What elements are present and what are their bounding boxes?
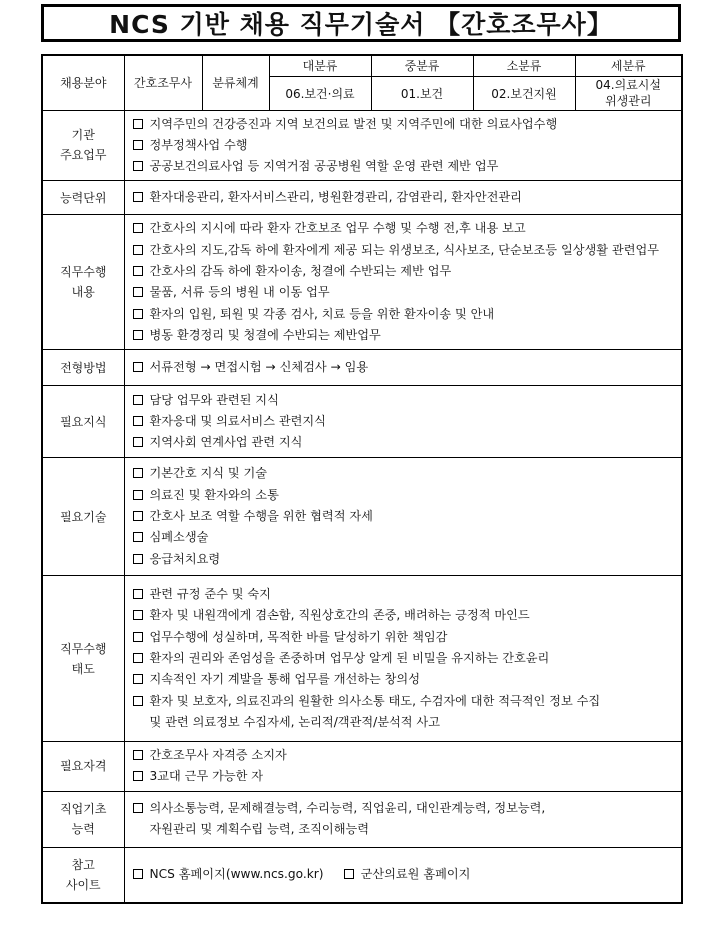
selection-process-row — [42, 350, 682, 386]
list-item — [133, 691, 682, 734]
list-item-text: 의사소통능력, 문제해결능력, 수리능력, 직업윤리, 대인관계능력, 정보능력, 자원관리 및 계획수립 능력, 조직이해능력 — [149, 800, 546, 837]
list-item-text: 지속적인 자기 계발을 통해 업무를 개선하는 창의성 — [149, 672, 420, 687]
list-item — [133, 187, 682, 208]
list-item — [133, 648, 682, 669]
list-item-text: 물품, 서류 등의 병원 내 이동 업무 — [149, 285, 330, 300]
list-item-text: 관련 규정 준수 및 숙지 — [149, 587, 271, 602]
job-attitude-row — [42, 576, 682, 742]
list-item — [133, 282, 682, 303]
list-item — [133, 240, 682, 261]
checkbox-square-icon — [133, 532, 143, 542]
main-duties-label: 기관 주요업무 — [42, 110, 124, 181]
checkbox-square-icon — [133, 468, 143, 478]
list-item-text: 3교대 근무 가능한 자 — [149, 769, 264, 784]
ability-units-label: 능력단위 — [42, 181, 124, 215]
main-duties-items — [124, 110, 682, 181]
required-knowledge-items — [124, 386, 682, 458]
list-item — [133, 261, 682, 282]
value-major: 06.보건·의료 — [269, 76, 371, 110]
checkbox-square-icon — [133, 266, 143, 276]
checkbox-square-icon — [133, 554, 143, 564]
checkbox-square-icon — [133, 119, 143, 129]
basic-competencies-label: 직업기초 능력 — [42, 791, 124, 847]
list-item-text: 응급처치요령 — [149, 551, 221, 566]
checkbox-square-icon — [133, 674, 143, 684]
system-label: 분류체계 — [202, 55, 269, 110]
checkbox-square-icon — [133, 192, 143, 202]
checkbox-square-icon — [133, 589, 143, 599]
job-attitude-label: 직무수행 태도 — [42, 576, 124, 742]
list-item-text: 환자의 권리와 존엄성을 존중하며 업무상 알게 된 비밀을 유지하는 간호윤리 — [149, 651, 550, 666]
list-item — [133, 549, 682, 570]
required-knowledge-row — [42, 386, 682, 458]
checkbox-square-icon — [133, 161, 143, 171]
checkbox-square-icon — [133, 416, 143, 426]
main-duties-row — [42, 110, 682, 181]
document-title: NCS 기반 채용 직무기술서 【간호조무사】 — [41, 4, 681, 42]
basic-competencies-items — [124, 791, 682, 847]
list-item — [133, 463, 682, 484]
checkbox-square-icon — [133, 309, 143, 319]
reference-label: 참고 사이트 — [42, 847, 124, 903]
list-item-text: 병동 환경정리 및 청결에 수반되는 제반업무 — [149, 327, 381, 342]
required-skills-row — [42, 458, 682, 576]
hospital-homepage-link[interactable]: 군산의료원 홈페이지 — [360, 867, 471, 882]
checkbox-square-icon — [133, 653, 143, 663]
list-item-text: 서류전형 → 면접시험 → 신체검사 → 임용 — [149, 360, 369, 375]
list-item — [133, 156, 682, 177]
level-major: 대분류 — [269, 55, 371, 76]
list-item-text: 업무수행에 성실하며, 목적한 바를 달성하기 위한 책임감 — [149, 629, 448, 644]
list-item — [133, 325, 682, 346]
list-item — [133, 798, 682, 841]
checkbox-square-icon — [133, 287, 143, 297]
job-content-items — [124, 215, 682, 350]
job-content-row — [42, 215, 682, 350]
field-label: 채용분야 — [42, 55, 124, 110]
list-item — [133, 390, 682, 411]
list-item-text: 지역주민의 건강증진과 지역 보건의료 발전 및 지역주민에 대한 의료사업수행 — [149, 116, 558, 131]
field-value: 간호조무사 — [124, 55, 202, 110]
level-middle: 중분류 — [371, 55, 473, 76]
checkbox-square-icon — [133, 771, 143, 781]
checkbox-square-icon — [133, 750, 143, 760]
required-knowledge-label: 필요지식 — [42, 386, 124, 458]
required-skills-label: 필요기술 — [42, 458, 124, 576]
value-middle: 01.보건 — [371, 76, 473, 110]
list-item — [133, 745, 682, 766]
list-item — [133, 584, 682, 605]
ability-units-items — [124, 181, 682, 215]
selection-process-label: 전형방법 — [42, 350, 124, 386]
reference-list — [133, 864, 682, 885]
selection-process-items — [124, 350, 682, 386]
checkbox-square-icon — [133, 362, 143, 372]
list-item-text: 간호사의 지시에 따라 환자 간호보조 업무 수행 및 수행 전,후 내용 보고 — [149, 221, 526, 236]
checkbox-square-icon — [344, 869, 354, 879]
job-description-table — [41, 54, 683, 904]
list-item-text: 간호사 보조 역할 수행을 위한 협력적 자세 — [149, 509, 373, 524]
checkbox-square-icon — [133, 803, 143, 813]
list-item — [133, 114, 682, 135]
list-item — [133, 218, 682, 239]
list-item-text: 간호사의 감독 하에 환자이송, 청결에 수반되는 제반 업무 — [149, 263, 452, 278]
list-item — [133, 605, 682, 626]
list-item — [133, 304, 682, 325]
job-attitude-items — [124, 576, 682, 742]
checkbox-square-icon — [133, 140, 143, 150]
value-detail: 04.의료시설 위생관리 — [575, 76, 682, 110]
required-skills-items — [124, 458, 682, 576]
list-item-text: 기본간호 지식 및 기술 — [149, 466, 268, 481]
level-minor: 소분류 — [473, 55, 575, 76]
checkbox-square-icon — [133, 869, 143, 879]
list-item — [133, 766, 682, 787]
checkbox-square-icon — [133, 511, 143, 521]
list-item-text: 담당 업무와 관련된 지식 — [149, 392, 279, 407]
checkbox-square-icon — [133, 490, 143, 500]
list-item-text: 의료진 및 환자와의 소통 — [149, 487, 279, 502]
ncs-homepage-link[interactable]: NCS 홈페이지(www.ncs.go.kr) — [149, 867, 324, 882]
value-minor: 02.보건지원 — [473, 76, 575, 110]
list-item-text: 환자의 입원, 퇴원 및 각종 검사, 치료 등을 위한 환자이송 및 안내 — [149, 306, 495, 321]
required-qualifications-items — [124, 742, 682, 792]
level-detail: 세분류 — [575, 55, 682, 76]
list-item — [133, 135, 682, 156]
checkbox-square-icon — [133, 632, 143, 642]
checkbox-square-icon — [133, 696, 143, 706]
list-item — [133, 485, 682, 506]
basic-competencies-row — [42, 791, 682, 847]
checkbox-square-icon — [133, 223, 143, 233]
list-item-text: 환자대응관리, 환자서비스관리, 병원환경관리, 감염관리, 환자안전관리 — [149, 190, 522, 205]
list-item — [133, 506, 682, 527]
checkbox-square-icon — [133, 610, 143, 620]
list-item-text: 심폐소생술 — [149, 530, 209, 545]
list-item — [133, 411, 682, 432]
checkbox-square-icon — [133, 245, 143, 255]
list-item-text: 간호조무사 자격증 소지자 — [149, 748, 287, 763]
list-item-text: 정부정책사업 수행 — [149, 137, 248, 152]
list-item-text: 환자응대 및 의료서비스 관련지식 — [149, 414, 326, 429]
checkbox-square-icon — [133, 437, 143, 447]
list-item — [133, 432, 682, 453]
job-content-label: 직무수행 내용 — [42, 215, 124, 350]
reference-row — [42, 847, 682, 903]
checkbox-square-icon — [133, 330, 143, 340]
ability-units-row — [42, 181, 682, 215]
list-item — [133, 357, 682, 378]
checkbox-square-icon — [133, 395, 143, 405]
list-item-text: 간호사의 지도,감독 하에 환자에게 제공 되는 위생보조, 식사보조, 단순보조등 일상생활 관련업무 — [149, 242, 660, 257]
list-item-text: 공공보건의료사업 등 지역거점 공공병원 역할 운영 관련 제반 업무 — [149, 159, 499, 174]
list-item-text: 지역사회 연계사업 관련 지식 — [149, 435, 303, 450]
list-item-text: 환자 및 보호자, 의료진과의 원활한 의사소통 태도, 수검자에 대한 적극적인 정보 수집 및 관련 의료정보 수집자세, 논리적/객관적/분석적 사고 — [149, 693, 601, 729]
reference-links — [124, 847, 682, 903]
list-item-text: 환자 및 내원객에게 겸손함, 직원상호간의 존중, 배려하는 긍정적 마인드 — [149, 608, 530, 623]
header-row-top — [42, 55, 682, 76]
list-item — [133, 669, 682, 690]
required-qualifications-label: 필요자격 — [42, 742, 124, 792]
list-item — [133, 627, 682, 648]
list-item — [133, 527, 682, 548]
required-qualifications-row — [42, 742, 682, 792]
